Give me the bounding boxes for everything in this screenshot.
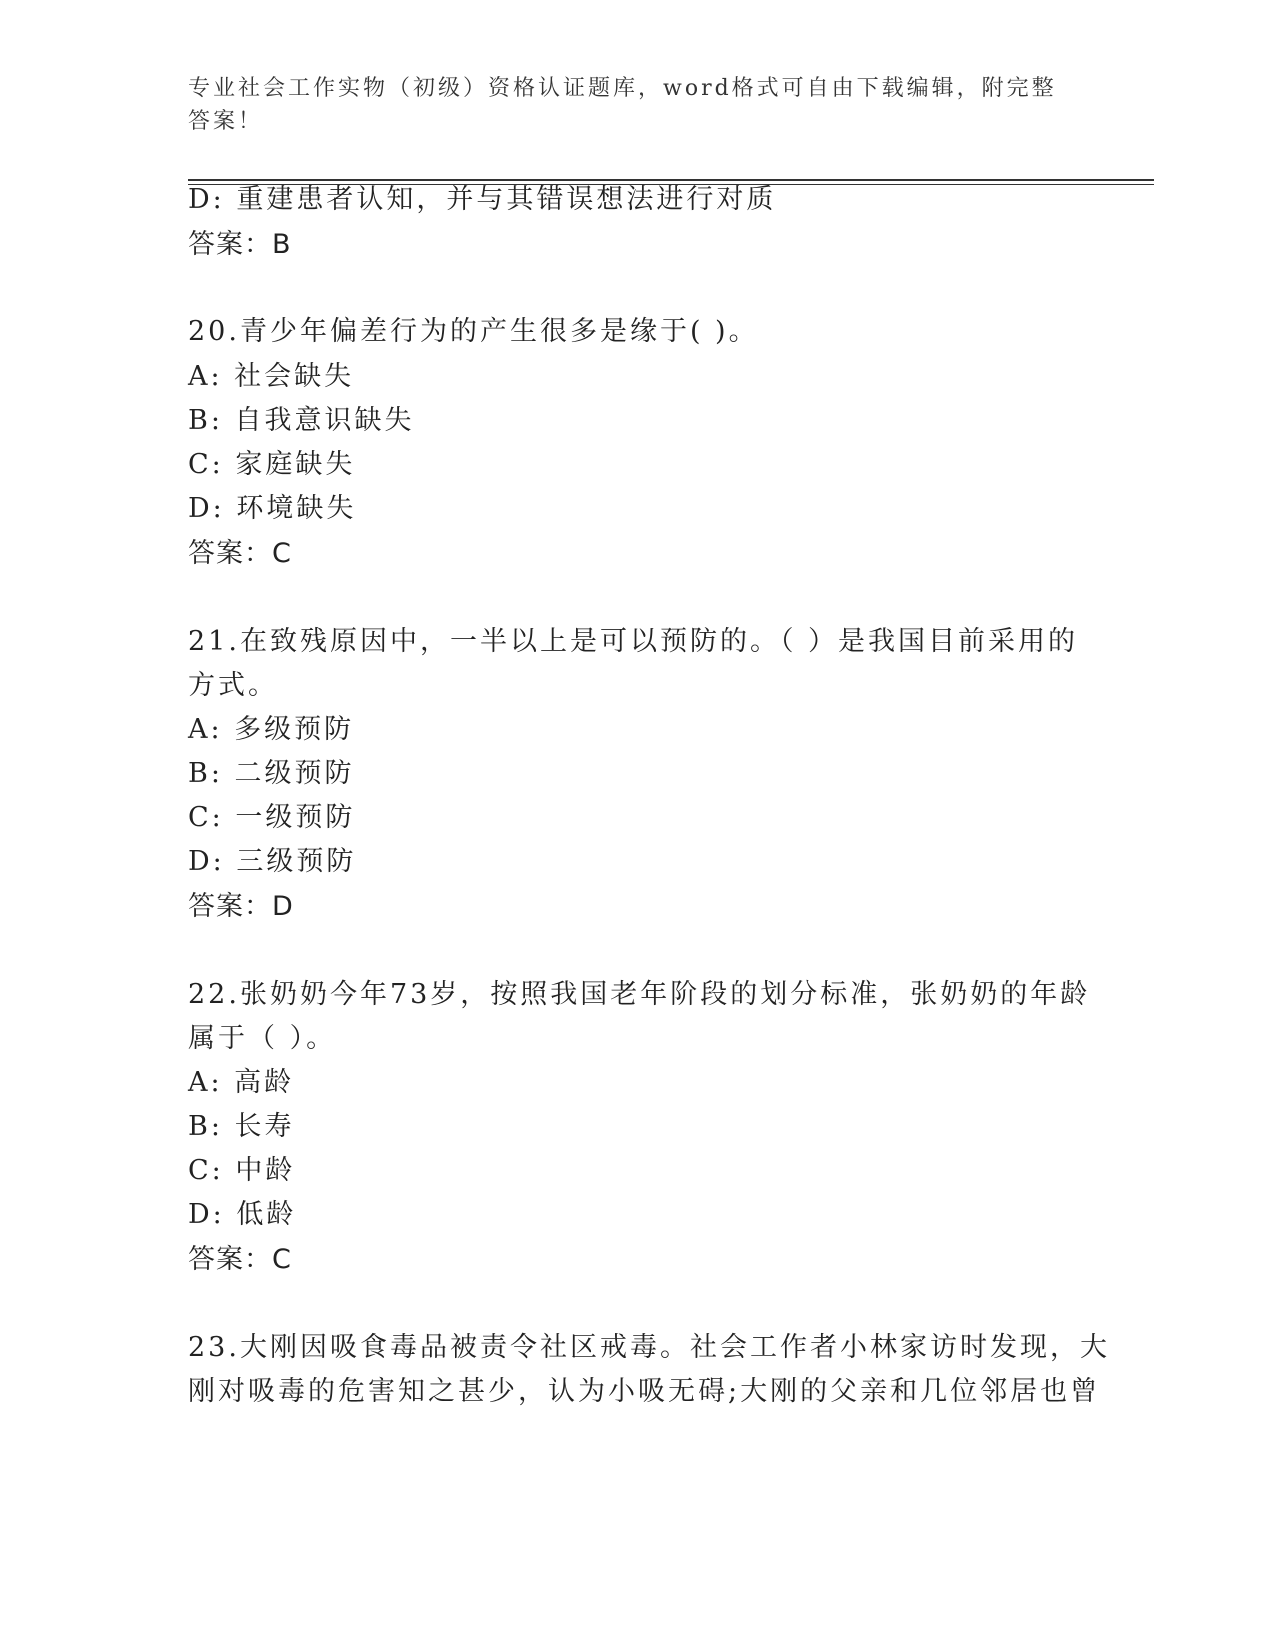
question-20-stem: 20.青少年偏差行为的产生很多是缘于( )。: [188, 316, 759, 347]
question-20-option-b: B: 自我意识缺失: [188, 405, 415, 436]
question-22-stem-line-2: 属于（ ）。: [188, 1023, 337, 1054]
question-22-option-a: A: 高龄: [188, 1067, 295, 1098]
question-21-option-c: C: 一级预防: [188, 802, 356, 833]
question-21-option-b: B: 二级预防: [188, 758, 355, 789]
question-21-stem-line-1: 21.在致残原因中，一半以上是可以预防的。（ ）是我国目前采用的: [188, 626, 1079, 657]
question-22-option-d: D: 低龄: [188, 1199, 297, 1230]
document-header: 专业社会工作实物（初级）资格认证题库，word格式可自由下载编辑，附完整答案！: [188, 76, 1057, 134]
question-19-option-d: D: 重建患者认知，并与其错误想法进行对质: [188, 184, 777, 215]
question-21-option-a: A: 多级预防: [188, 714, 355, 745]
question-20-option-c: C: 家庭缺失: [188, 449, 356, 480]
question-21-option-d: D: 三级预防: [188, 846, 357, 877]
question-23-stem-line-2: 刚对吸毒的危害知之甚少，认为小吸无碍;大刚的父亲和几位邻居也曾: [188, 1376, 1101, 1407]
question-22-option-b: B: 长寿: [188, 1111, 295, 1142]
question-19-answer: 答案：B: [188, 229, 292, 260]
question-22-option-c: C: 中龄: [188, 1155, 296, 1186]
question-22-answer: 答案：C: [188, 1244, 292, 1275]
question-20-answer: 答案：C: [188, 538, 292, 569]
question-20-option-a: A: 社会缺失: [188, 361, 355, 392]
question-21-answer: 答案：D: [188, 891, 294, 922]
question-20-option-d: D: 环境缺失: [188, 493, 357, 524]
question-22-stem-line-1: 22.张奶奶今年73岁，按照我国老年阶段的划分标准，张奶奶的年龄: [188, 979, 1091, 1010]
question-23-stem-line-1: 23.大刚因吸食毒品被责令社区戒毒。社会工作者小林家访时发现，大: [188, 1332, 1110, 1363]
question-21-stem-line-2: 方式。: [188, 670, 278, 701]
